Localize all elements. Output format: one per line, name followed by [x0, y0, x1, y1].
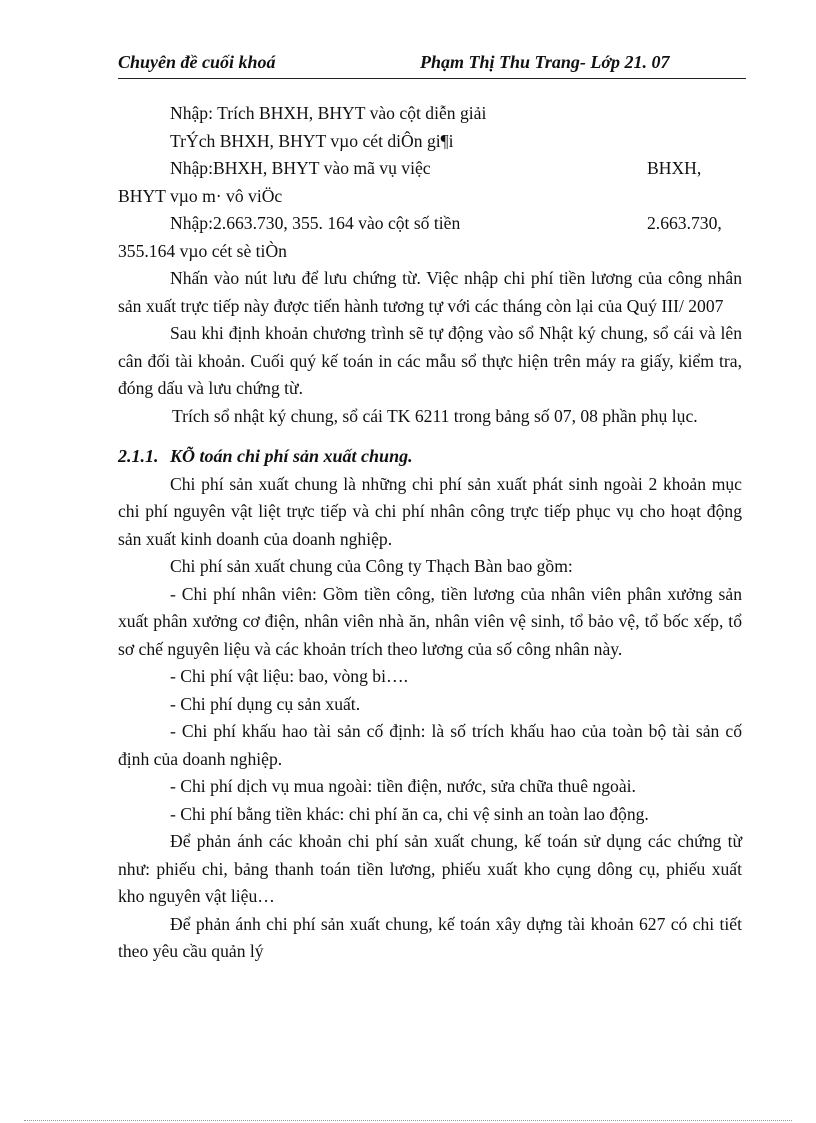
entry-line-encoded: 355.164 vµo cét sè tiÒn: [118, 240, 287, 261]
paragraph: Để phản ánh các khoản chi phí sản xuất chung, kế toán sử dụng các chứng từ như: phiếu chi, bảng thanh toán tiền lương, phiếu xuất kho cụng dông cụ, phiếu xuất kho nguyên vật liệu…: [118, 831, 742, 906]
list-item: - Chi phí dụng cụ sản xuất.: [170, 693, 361, 714]
entry-line-left: Nhập:BHXH, BHYT vào mã vụ việc: [170, 158, 431, 178]
paragraph: Để phản ánh chi phí sản xuất chung, kế toán xây dựng tài khoản 627 có chi tiết theo yêu cầu quản lý: [118, 913, 742, 961]
page-header: [118, 52, 746, 79]
entry-line: Nhập: Trích BHXH, BHYT vào cột diễn giải: [170, 103, 487, 123]
entry-line-encoded: BHYT vµo m· vô viÖc: [118, 185, 283, 206]
entry-line: [118, 210, 742, 238]
entry-line-left: Nhập:2.663.730, 355. 164 vào cột số tiền: [170, 213, 461, 233]
list-item: - Chi phí vật liệu: bao, vòng bi….: [170, 666, 408, 686]
footer-divider: [24, 1120, 792, 1121]
list-item: - Chi phí nhân viên: Gồm tiền công, tiền lương của nhân viên phân xưởng sản xuất phân xưởng cơ điện, nhân viên nhà ăn, nhân viên vệ sinh, tổ bảo vệ, tổ bốc xếp, tổ sơ chế nguyên liệu và các khoản trích theo lương của số công nhân này.: [118, 583, 742, 659]
page-content: [118, 100, 742, 966]
paragraph: Trích sổ nhật ký chung, sổ cái TK 6211 trong bảng số 07, 08 phần phụ lục.: [172, 405, 698, 426]
section-heading: [118, 443, 742, 471]
paragraph: Nhấn vào nút lưu để lưu chứng từ. Việc nhập chi phí tiền lương của công nhân sản xuất trực tiếp này được tiến hành tương tự với các tháng còn lại của Quý III/ 2007: [118, 268, 742, 316]
paragraph: Chi phí sản xuất chung là những chi phí sản xuất phát sinh ngoài 2 khoản mục chi phí nguyên vật liệt trực tiếp và chi phí nhân công trực tiếp phục vụ cho hoạt động sản xuất kinh doanh của doanh nghiệp.: [118, 473, 742, 549]
section-number: 2.1.1.: [118, 446, 159, 466]
entry-line-encoded: TrÝch BHXH, BHYT vµo cét diÔn gi¶i: [170, 130, 454, 151]
header-document-title: Chuyên đề cuối khoá: [118, 52, 276, 72]
list-item: - Chi phí dịch vụ mua ngoài: tiền điện, nước, sửa chữa thuê ngoài.: [170, 776, 636, 796]
list-item: - Chi phí khấu hao tài sản cố định: là số trích khấu hao của toàn bộ tài sản cố định của doanh nghiệp.: [118, 721, 742, 769]
entry-line: [118, 155, 742, 183]
section-title: KÕ toán chi phí sản xuất chung.: [170, 446, 413, 466]
entry-line-right: 2.663.730,: [647, 213, 722, 233]
paragraph: Sau khi định khoản chương trình sẽ tự động vào sổ Nhật ký chung, sổ cái và lên cân đối tài khoản. Cuối quý kế toán in các mẫu sổ thực hiện trên máy ra giấy, kiểm tra, đóng dấu và lưu chứng từ.: [118, 323, 742, 398]
entry-line-right: BHXH,: [647, 158, 702, 178]
paragraph: Chi phí sản xuất chung của Công ty Thạch Bàn bao gồm:: [170, 556, 573, 576]
header-author: Phạm Thị Thu Trang- Lớp 21. 07: [420, 52, 670, 72]
list-item: - Chi phí bằng tiền khác: chi phí ăn ca, chi vệ sinh an toàn lao động.: [170, 803, 649, 824]
